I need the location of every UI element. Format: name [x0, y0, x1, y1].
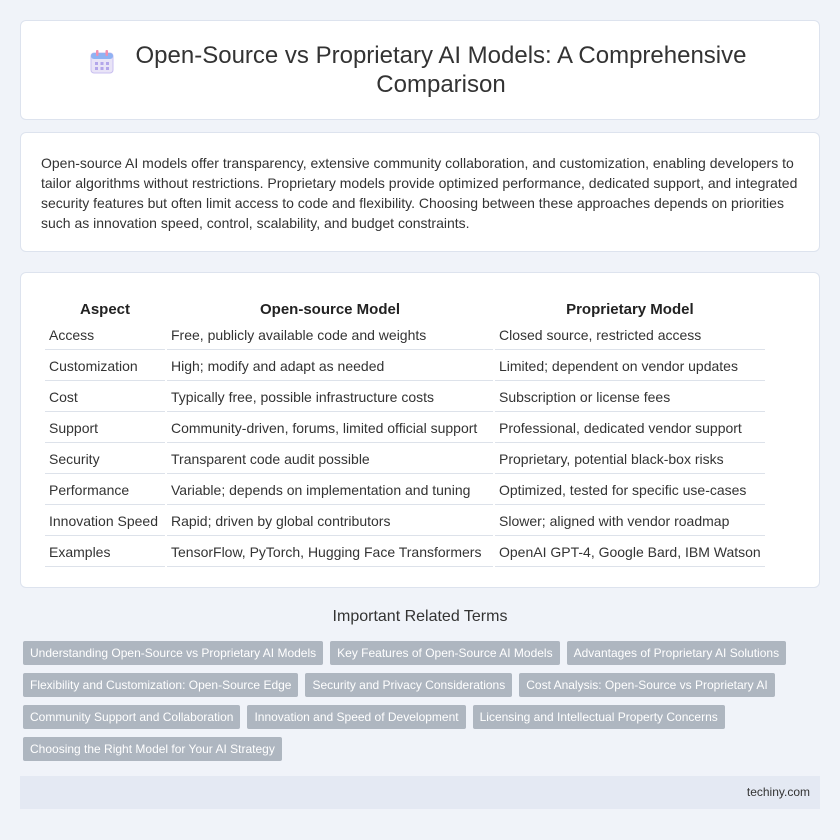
table-row	[45, 352, 765, 381]
related-term-tag[interactable]: Choosing the Right Model for Your AI Strategy	[23, 737, 282, 761]
table-cell: Limited; dependent on vendor updates	[495, 352, 765, 381]
footer-site-link[interactable]: techiny.com	[746, 785, 810, 799]
table-cell: Examples	[45, 538, 165, 567]
table-cell: High; modify and adapt as needed	[167, 352, 493, 381]
comparison-card	[20, 272, 820, 588]
page-title: Open-Source vs Proprietary AI Models: A Comprehensive Comparison	[135, 42, 747, 98]
table-row	[45, 538, 765, 567]
table-row	[45, 476, 765, 505]
table-cell: Transparent code audit possible	[167, 445, 493, 474]
table-cell: TensorFlow, PyTorch, Hugging Face Transformers	[167, 538, 493, 567]
table-row	[45, 445, 765, 474]
related-term-tag[interactable]: Licensing and Intellectual Property Concerns	[473, 705, 725, 729]
table-cell: Rapid; driven by global contributors	[167, 507, 493, 536]
related-term-tag[interactable]: Cost Analysis: Open-Source vs Proprietary AI	[519, 673, 774, 697]
table-cell: Variable; depends on implementation and tuning	[167, 476, 493, 505]
table-cell: Professional, dedicated vendor support	[495, 414, 765, 443]
related-term-tag[interactable]: Key Features of Open-Source AI Models	[330, 641, 559, 665]
header-proprietary: Proprietary Model	[566, 300, 694, 318]
table-cell: Support	[45, 414, 165, 443]
related-terms-list	[23, 641, 823, 769]
table-cell: OpenAI GPT-4, Google Bard, IBM Watson	[495, 538, 765, 567]
intro-card	[20, 132, 820, 252]
related-term-tag[interactable]: Advantages of Proprietary AI Solutions	[567, 641, 786, 665]
table-cell: Customization	[45, 352, 165, 381]
related-term-tag[interactable]: Flexibility and Customization: Open-Source Edge	[23, 673, 298, 697]
title-card	[20, 20, 820, 120]
table-row	[45, 383, 765, 412]
header-aspect: Aspect	[79, 300, 131, 318]
comparison-table	[43, 293, 767, 569]
table-cell: Community-driven, forums, limited official support	[167, 414, 493, 443]
table-cell: Security	[45, 445, 165, 474]
table-cell: Free, publicly available code and weights	[167, 321, 493, 350]
table-header-row	[45, 295, 765, 319]
related-term-tag[interactable]: Community Support and Collaboration	[23, 705, 240, 729]
table-cell: Access	[45, 321, 165, 350]
table-cell: Optimized, tested for specific use-cases	[495, 476, 765, 505]
table-row	[45, 507, 765, 536]
table-cell: Cost	[45, 383, 165, 412]
table-cell: Subscription or license fees	[495, 383, 765, 412]
related-term-tag[interactable]: Innovation and Speed of Development	[247, 705, 465, 729]
title-wrap	[80, 41, 760, 99]
table-cell: Performance	[45, 476, 165, 505]
intro-paragraph: Open-source AI models offer transparency, extensive community collaboration, and customization, enabling developers to tailor algorithms without restrictions. Proprietary models provide optimized performance, dedicated support, and integrated security features but often limit access to code and flexibility. Choosing between these approaches depends on priorities such as innovation speed, control, scalability, and budget constraints.	[41, 155, 798, 231]
table-cell: Proprietary, potential black-box risks	[495, 445, 765, 474]
related-term-tag[interactable]: Understanding Open-Source vs Proprietary AI Models	[23, 641, 323, 665]
table-cell: Typically free, possible infrastructure costs	[167, 383, 493, 412]
table-cell: Innovation Speed	[45, 507, 165, 536]
footer	[20, 776, 820, 809]
related-terms-heading: Important Related Terms	[332, 608, 508, 625]
table-cell: Slower; aligned with vendor roadmap	[495, 507, 765, 536]
table-row	[45, 321, 765, 350]
table-cell: Closed source, restricted access	[495, 321, 765, 350]
header-open-source: Open-source Model	[259, 300, 401, 318]
calendar-icon	[89, 49, 115, 75]
table-row	[45, 414, 765, 443]
related-term-tag[interactable]: Security and Privacy Considerations	[305, 673, 512, 697]
